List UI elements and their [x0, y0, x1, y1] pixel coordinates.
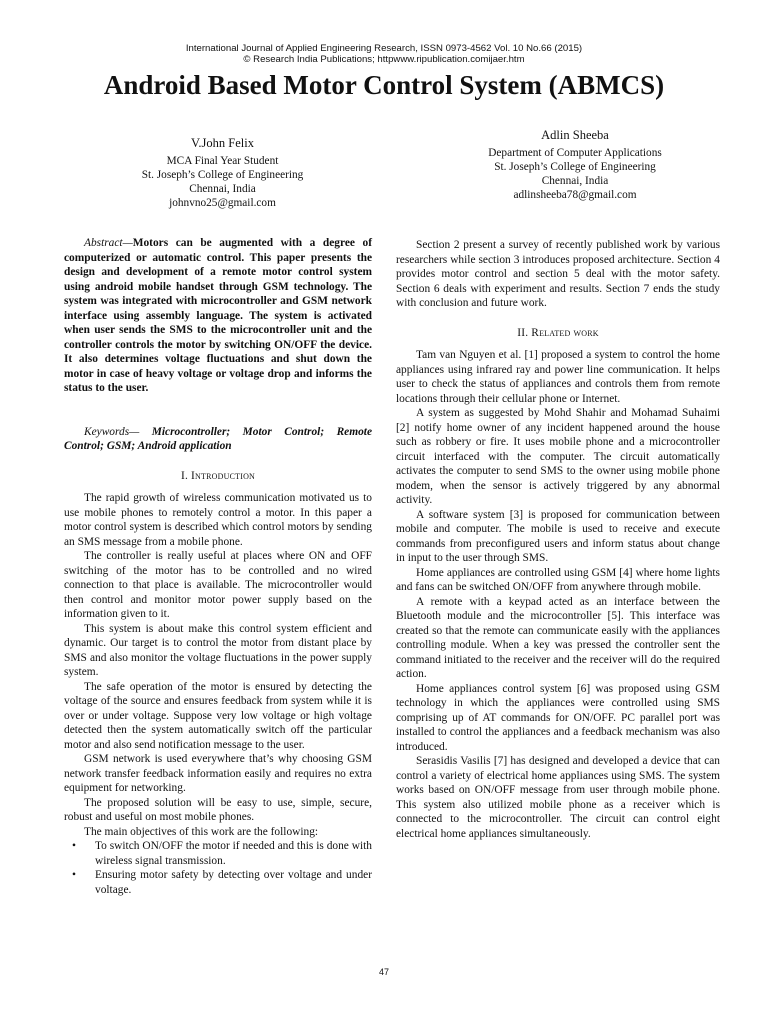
journal-header	[0, 43, 768, 65]
paragraph: A remote with a keypad acted as an interface between the Bluetooth module and the microcontroller [5]. This interface was created so that the remote can communicate easily with the appliances controlling module. When a key was pressed the controller sent the command initiated to the receiver and the receiver will do the required action.	[396, 595, 720, 680]
author-affiliation-line: St. Joseph’s College of Engineering	[494, 161, 656, 173]
author-affiliation-line: MCA Final Year Student	[166, 155, 279, 167]
author-affiliation-line: St. Joseph’s College of Engineering	[141, 169, 304, 181]
keywords-text: Microcontroller; Motor Control; Remote Control; GSM; Android application	[64, 425, 372, 452]
paragraph: Serasidis Vasilis [7] has designed and developed a device that can control a variety of electrical home appliances using SMS. The system works based on ON/OFF message from user through mobile phone. This system also utilized mobile phone as a receiver which is connected to the microcontroller. The circuit can control eight electrical home appliances simultaneously.	[396, 755, 720, 840]
journal-citation: International Journal of Applied Engineering Research, ISSN 0973-4562 Vol. 10 No.66 (2015)	[185, 43, 583, 54]
left-column	[64, 236, 372, 897]
paragraph: Home appliances are controlled using GSM [4] where home lights and fans can be switched ON/OFF from anywhere through mobile.	[396, 566, 720, 593]
author-email: adlinsheeba78@gmail.com	[513, 189, 637, 201]
paragraph: GSM network is used everywhere that’s why choosing GSM network transfer feedback information easily and requires no extra equipment for networking.	[64, 753, 372, 794]
paragraph: The main objectives of this work are the following:	[84, 825, 319, 838]
paragraph: A system as suggested by Mohd Shahir and Mohamad Suhaimi [2] notify home owner of any incident happened around the house such as robbery or fire. It uses mobile phone and a microcontroller circuit interfaced with the computer. The circuit automatically activates the computer to send SMS to the owner using mobile phone modem, when the sensor is actively triggered by any abnormal activity.	[396, 407, 720, 506]
author-location: Chennai, India	[541, 175, 609, 187]
author-name: Adlin Sheeba	[541, 128, 609, 142]
paragraph: Home appliances control system [6] was proposed using GSM technology in which the appliances were controlled using SMS comprising up of AT commands for ON/OFF. PC parallel port was installed to control the appliances and a feedback mechanism was also introduced.	[396, 682, 720, 753]
paragraph: The rapid growth of wireless communication motivated us to use mobile phones to remotely control a motor. In this paper a motor control system is described which control motors by sending an SMS message from a mobile phone.	[64, 492, 372, 548]
keywords-label: Keywords—	[84, 425, 140, 438]
page-number: 47	[378, 967, 389, 977]
author-email: johnvno25@gmail.com	[169, 197, 276, 209]
paragraph: A software system [3] is proposed for communication between mobile and computer. The mobile is used to receive and execute commands from preconfigured users and inform status about change in input to the user through SMS.	[396, 508, 720, 564]
author-location: Chennai, India	[189, 183, 256, 195]
section-heading-introduction: I. Introduction	[180, 469, 256, 482]
author-affiliation-line: Department of Computer Applications	[488, 147, 662, 159]
keywords	[64, 425, 372, 454]
objectives-list	[64, 839, 372, 897]
paragraph: The proposed solution will be easy to use, simple, secure, robust and useful on most mobile phones.	[64, 796, 372, 823]
author-block-1	[100, 135, 345, 210]
right-column	[396, 238, 720, 841]
author-block-2	[440, 127, 710, 202]
list-item	[64, 868, 372, 897]
journal-copyright: © Research India Publications; httpwww.ripublication.comijaer.htm	[243, 54, 525, 65]
paragraph: This system is about make this control system efficient and dynamic. Our target is to control the motor from distant place by SMS and also monitor the voltage fluctuations in the power supply system.	[64, 622, 372, 678]
list-item	[64, 839, 372, 868]
paragraph: Section 2 present a survey of recently published work by various researchers while section 3 introduces proposed architecture. Section 4 provides motor control and section 5 deal with the motor safety. Section 6 deals with experiment and results. Section 7 ends the study with conclusion and future work.	[396, 239, 720, 309]
paper-title: Android Based Motor Control System (ABMCS)	[103, 70, 665, 100]
author-name: V.John Felix	[191, 136, 254, 150]
paragraph: The safe operation of the motor is ensured by detecting the voltage of the source and ensures feedback from system while it is over or under voltage. Suppose very low voltage or high voltage detected then the system automatically switch off the particular motor and also send notification message to the user.	[64, 680, 372, 751]
bullet-icon: •	[72, 840, 76, 852]
list-item-text: To switch ON/OFF the motor if needed and this is done with wireless signal transmission.	[95, 840, 372, 867]
bullet-icon: •	[72, 869, 76, 881]
abstract-text: Motors can be augmented with a degree of computerized or automatic control. This paper presents the design and development of a remote motor control system using android mobile handset through GSM technology. The system was integrated with microcontroller and GSM network interface using assembly language. The system is activated when user sends the SMS to the microcontroller unit and the controller controls the motor by switching ON/OFF the device. It also determines voltage fluctuations and shut down the motor in case of heavy voltage or voltage drop and informs the status to the user.	[64, 237, 372, 394]
abstract	[64, 236, 372, 396]
abstract-label: Abstract—	[84, 237, 133, 249]
list-item-text: Ensuring motor safety by detecting over voltage and under voltage.	[95, 869, 372, 896]
section-heading-related-work: II. Related work	[517, 326, 599, 339]
paragraph: The controller is really useful at places where ON and OFF switching of the motor has to be controlled and no wired connection to that place is available. The microcontroller would then control and monitor motor power supply based on the information given to it.	[64, 550, 372, 620]
paragraph: Tam van Nguyen et al. [1] proposed a system to control the home appliances using infrared ray and power line communication. It helps user to check the status of appliances and controls them from remote locations through their cellular phone or Internet.	[396, 349, 720, 405]
